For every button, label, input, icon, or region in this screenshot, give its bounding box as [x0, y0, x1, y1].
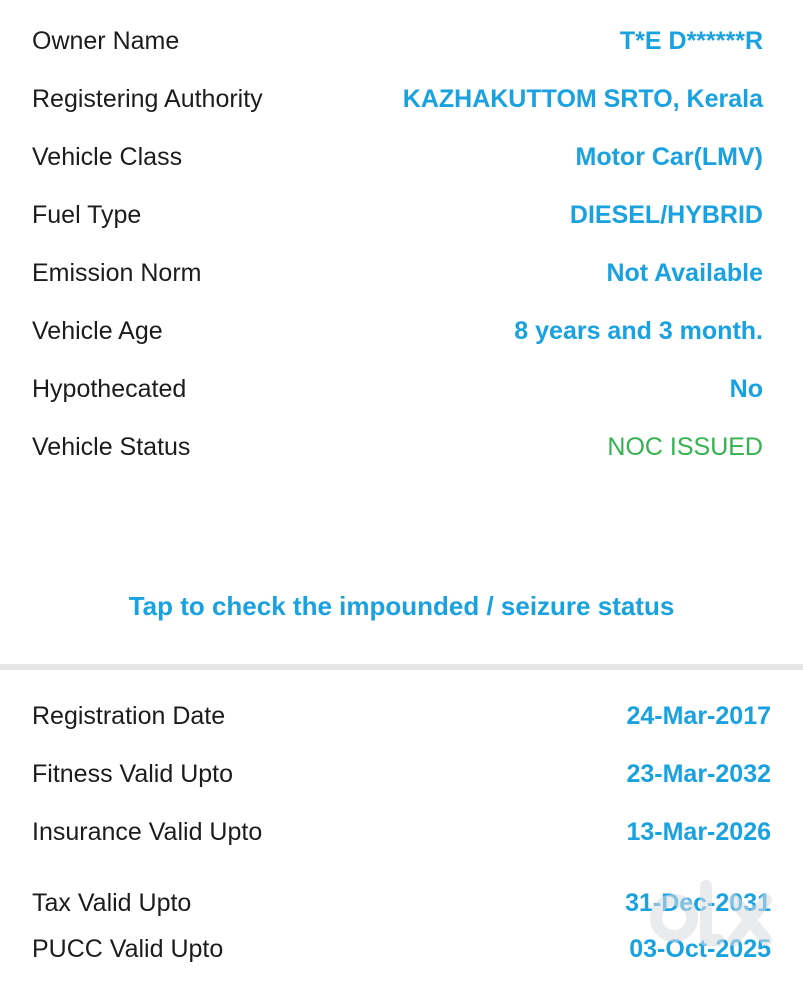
tax-valid-label: Tax Valid Upto: [32, 889, 192, 917]
insurance-valid-label: Insurance Valid Upto: [32, 818, 263, 846]
section-divider: [0, 664, 803, 670]
hypothecated-label: Hypothecated: [32, 375, 187, 403]
tax-valid-row: [0, 883, 803, 923]
emission-norm-row: [0, 253, 803, 293]
impound-status-link[interactable]: Tap to check the impounded / seizure status: [128, 591, 675, 621]
vehicle-status-row: [0, 427, 803, 467]
vehicle-status-label: Vehicle Status: [32, 433, 191, 461]
registering-authority-label: Registering Authority: [32, 85, 263, 113]
fuel-type-value: DIESEL/HYBRID: [569, 201, 763, 229]
pucc-valid-row: [0, 929, 803, 969]
registration-date-label: Registration Date: [32, 702, 226, 730]
vehicle-class-value: Motor Car(LMV): [575, 143, 763, 171]
insurance-valid-value: 13-Mar-2026: [626, 818, 771, 846]
fitness-valid-row: [0, 754, 803, 794]
registration-date-row: [0, 696, 803, 736]
hypothecated-row: [0, 369, 803, 409]
registration-date-value: 24-Mar-2017: [626, 702, 771, 730]
vehicle-age-value: 8 years and 3 month.: [514, 317, 763, 345]
owner-name-value: T*E D******R: [619, 27, 763, 55]
hypothecated-value: No: [729, 375, 763, 403]
pucc-valid-label: PUCC Valid Upto: [32, 935, 224, 963]
registering-authority-value: KAZHAKUTTOM SRTO, Kerala: [402, 85, 763, 113]
owner-name-row: [0, 21, 803, 61]
vehicle-status-badge: NOC ISSUED: [607, 433, 763, 461]
fuel-type-label: Fuel Type: [32, 201, 142, 229]
emission-norm-value: Not Available: [606, 259, 763, 287]
fuel-type-row: [0, 195, 803, 235]
vehicle-class-label: Vehicle Class: [32, 143, 183, 171]
fitness-valid-value: 23-Mar-2032: [626, 760, 771, 788]
fitness-valid-label: Fitness Valid Upto: [32, 760, 234, 788]
insurance-valid-row: [0, 812, 803, 852]
owner-name-label: Owner Name: [32, 27, 180, 55]
registering-authority-row: [0, 79, 803, 119]
emission-norm-label: Emission Norm: [32, 259, 202, 287]
vehicle-age-row: [0, 311, 803, 351]
tax-valid-value: 31-Dec-2031: [625, 889, 771, 917]
vehicle-class-row: [0, 137, 803, 177]
pucc-valid-value: 03-Oct-2025: [629, 935, 771, 963]
vehicle-age-label: Vehicle Age: [32, 317, 163, 345]
